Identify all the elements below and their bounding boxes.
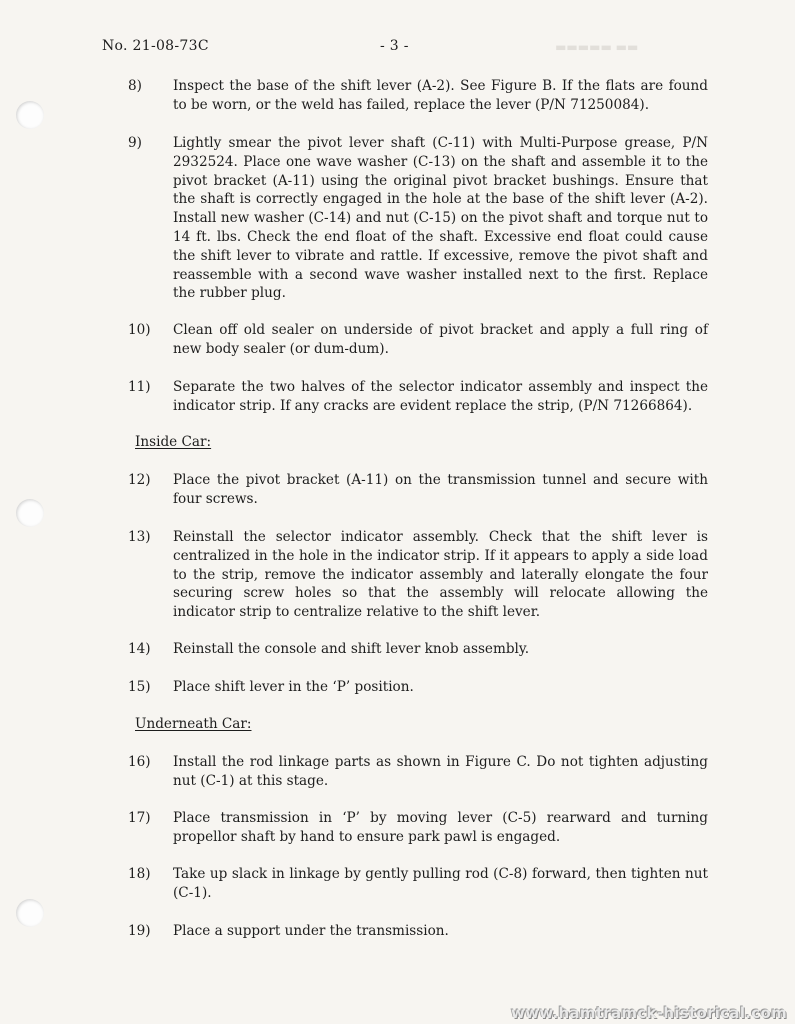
item-text: Take up slack in linkage by gently pulling rod (C-8) forward, then tighten nut (C-1). (173, 866, 708, 901)
item-number: 16) (128, 754, 151, 770)
watermark: www.hamtramck-historical.com (511, 1004, 787, 1022)
item-text: Lightly smear the pivot lever shaft (C-11) with Multi-Purpose grease, P/N 2932524. Place one wave washer (C-13) on the shaft and assemble it to the pivot bracket (A-11) using the original pivot bracket bushings. Ensure that the shaft is correctly engaged in the hole at the base of the shift lever (A-2). Install new washer (C-14) and nut (C-15) on the pivot shaft and torque nut to 14 ft. lbs. Check the end float of the shaft. Excessive end float could cause the shift lever to vibrate and rattle. If excessive, remove the pivot shaft and reassemble with a second wave washer installed next to the first. Replace the rubber plug. (173, 135, 708, 302)
section-heading-underneath-car: Underneath Car: (135, 716, 252, 732)
list-item (128, 678, 708, 697)
item-text: Place shift lever in the ‘P’ position. (173, 679, 414, 695)
item-number: 15) (128, 679, 151, 695)
item-text: Reinstall the selector indicator assembly. Check that the shift lever is centralized in the hole in the indicator strip. If it appears to apply a side load to the strip, remove the indicator assembly and laterally elongate the four securing screw holes so that the assembly will relocate allowing the indicator strip to centralize relative to the shift lever. (173, 529, 708, 621)
punch-hole (16, 899, 44, 927)
item-text: Separate the two halves of the selector indicator assembly and inspect the indicator strip. If any cracks are evident replace the strip, (P/N 71266864). (173, 379, 708, 414)
item-text: Install the rod linkage parts as shown in Figure C. Do not tighten adjusting nut (C-1) at this stage. (173, 754, 708, 789)
item-number: 17) (128, 810, 151, 826)
item-number: 10) (128, 322, 151, 338)
list-item (128, 77, 708, 115)
list-item (128, 134, 708, 303)
list-item (128, 528, 708, 622)
list-item (128, 865, 708, 903)
item-number: 18) (128, 866, 151, 882)
page-number: - 3 - (380, 38, 409, 54)
list-item (128, 922, 708, 941)
item-text: Reinstall the console and shift lever knob assembly. (173, 641, 530, 657)
item-number: 13) (128, 529, 151, 545)
item-text: Place a support under the transmission. (173, 923, 449, 939)
punch-hole (16, 499, 44, 527)
list-item (128, 753, 708, 791)
list-item (128, 471, 708, 509)
item-number: 12) (128, 472, 151, 488)
item-text: Clean off old sealer on underside of pivot bracket and apply a full ring of new body sealer (or dum-dum). (173, 322, 708, 357)
list-item (128, 809, 708, 847)
item-text: Place transmission in ‘P’ by moving lever (C-5) rearward and turning propellor shaft by hand to ensure park pawl is engaged. (173, 810, 708, 845)
list-item (128, 321, 708, 359)
item-number: 11) (128, 379, 151, 395)
item-number: 8) (128, 78, 142, 94)
item-number: 19) (128, 923, 151, 939)
document-number: No. 21-08-73C (102, 38, 209, 54)
item-text: Inspect the base of the shift lever (A-2). See Figure B. If the flats are found to be worn, or the weld has failed, replace the lever (P/N 71250084). (173, 78, 708, 113)
item-text: Place the pivot bracket (A-11) on the transmission tunnel and secure with four screws. (173, 472, 708, 507)
list-item (128, 640, 708, 659)
section-heading-inside-car: Inside Car: (135, 434, 212, 450)
bleed-through: ▬▬ ▬▬▬▬▬ (555, 40, 639, 54)
punch-hole (16, 101, 44, 129)
item-number: 9) (128, 135, 142, 151)
item-number: 14) (128, 641, 151, 657)
list-item (128, 378, 708, 416)
